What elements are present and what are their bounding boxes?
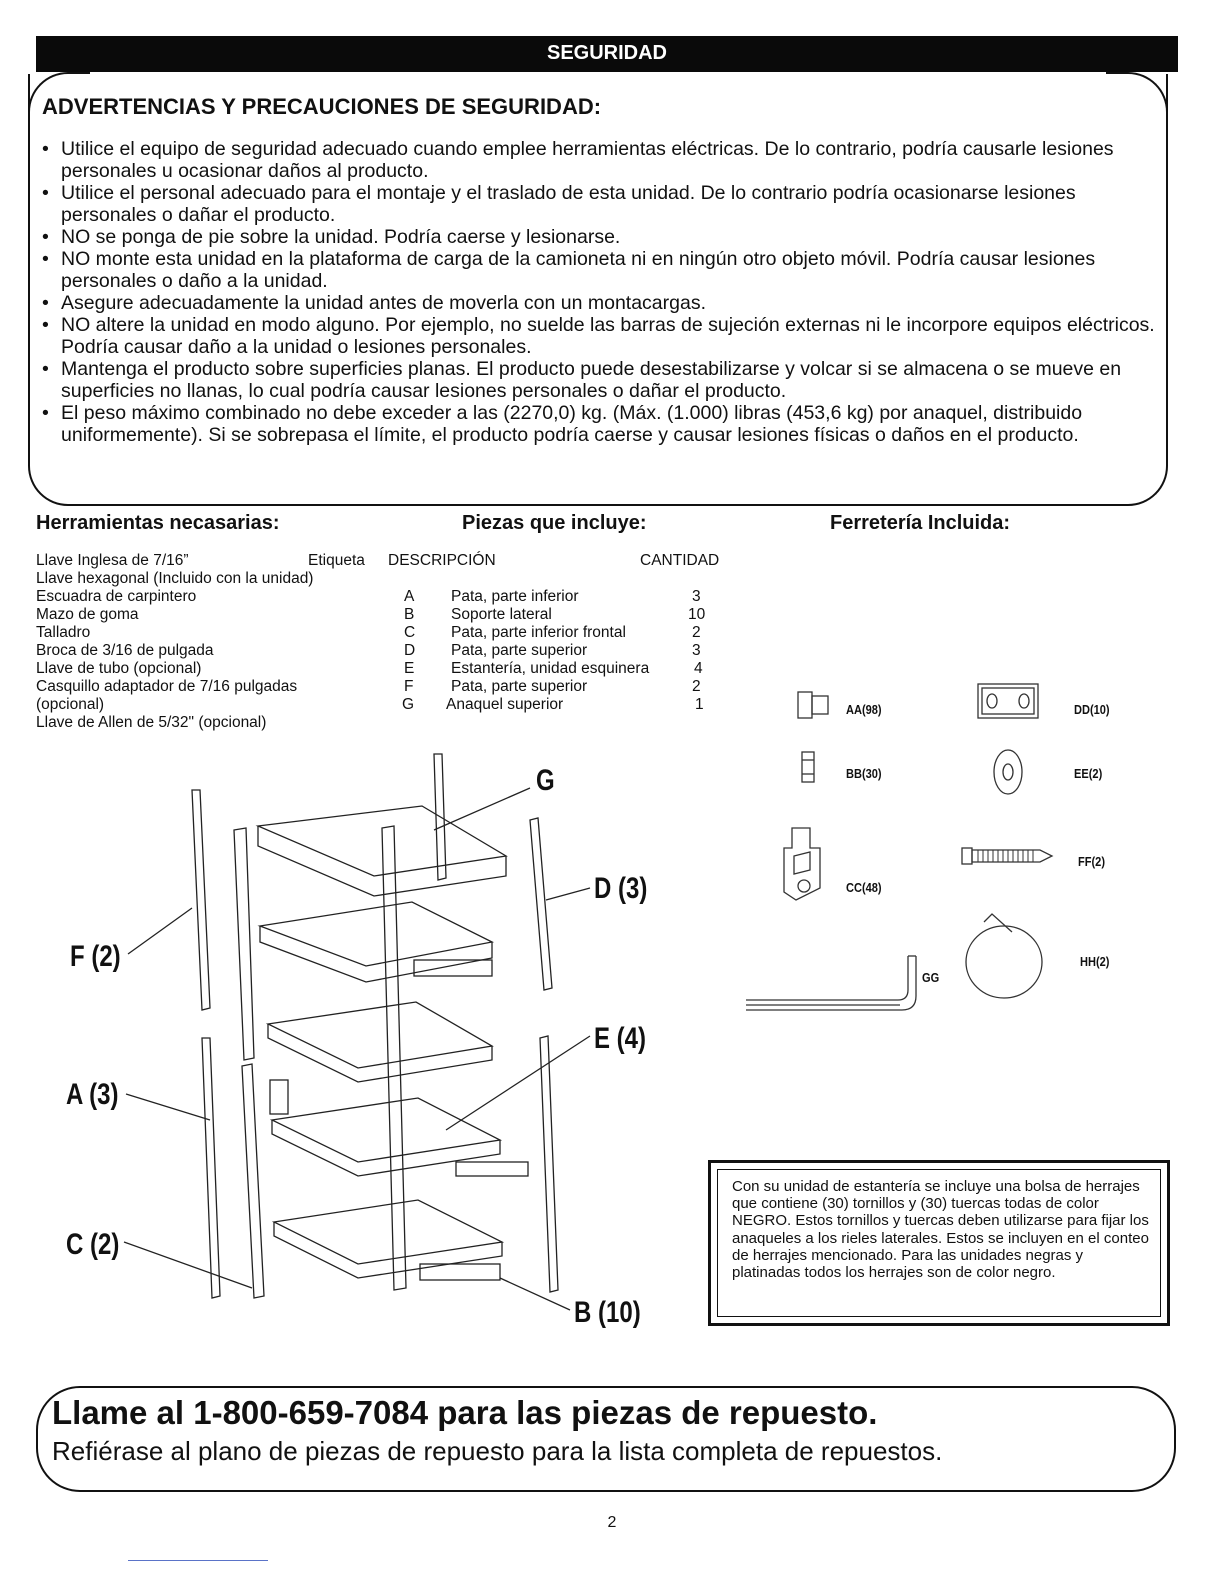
warning-item: • NO se ponga de pie sobre la unidad. Podría caerse y lesionarse. (42, 226, 1157, 248)
parts-heading: Piezas que incluye: (462, 512, 647, 534)
callout-a: A (3) (66, 1078, 119, 1111)
hardware-label: EE(2) (1074, 766, 1103, 781)
post-d-mid (382, 826, 406, 1290)
tool-item: Llave de tubo (opcional) (36, 660, 202, 677)
post-a-right (540, 1036, 558, 1292)
part-desc: Pata, parte superior (451, 678, 588, 695)
post-d-right (530, 818, 552, 990)
leader-d (546, 888, 590, 900)
warning-item: • El peso máximo combinado no debe exceder a las (2270,0) kg. (Máx. (1.000) libras (453,6 kg) por anaquel, distribuido uniformemente). Si se sobrepasa el límite, el producto podría caerse y causar lesiones físicas o daños en el producto. (42, 402, 1157, 446)
hardware-label: FF(2) (1078, 854, 1106, 869)
tool-item: Talladro (36, 624, 91, 641)
footer-line (128, 1560, 268, 1561)
exploded-shelving-drawing (60, 748, 680, 1348)
bolt-aa-icon (798, 692, 828, 718)
shelf-e4 (274, 1200, 502, 1278)
part-desc: Anaquel superior (446, 696, 564, 713)
part-qty: 1 (695, 696, 704, 713)
part-desc: Pata, parte inferior (451, 588, 579, 605)
hardware-label: AA(98) (846, 702, 882, 717)
post-a-left (202, 1038, 220, 1298)
part-qty: 4 (694, 660, 703, 677)
replacement-parts-title: Llame al 1-800-659-7084 para las piezas de repuesto. (52, 1394, 878, 1431)
warning-item: • NO monte esta unidad en la plataforma de carga de la camioneta ni en ningún otro objeto móvil. Podría causar lesiones personales o daño a la unidad. (42, 248, 1157, 292)
warning-item: • Mantenga el producto sobre superficies planas. El producto puede desestabilizarse y volcar si se almacena o se mueve en superficies no llanas, lo cual podría causar lesiones personales o dañar el producto. (42, 358, 1157, 402)
part-desc: Soporte lateral (451, 606, 552, 623)
hardware-label: GG (922, 970, 940, 985)
part-label: B (404, 606, 415, 623)
hex-key-gg-icon (746, 956, 916, 1010)
leader-g (434, 788, 530, 830)
tool-item: Escuadra de carpintero (36, 588, 197, 605)
part-qty: 3 (692, 642, 701, 659)
part-qty: 3 (692, 588, 701, 605)
leader-a (126, 1094, 210, 1120)
page-number: 2 (607, 1514, 617, 1531)
strap-hh-icon (966, 914, 1042, 998)
part-desc: Pata, parte superior (451, 642, 588, 659)
screw-ff-icon (962, 848, 1052, 864)
callout-e: E (4) (594, 1022, 647, 1055)
part-label: F (404, 678, 414, 695)
part-qty: 2 (692, 678, 701, 695)
plate-dd-icon (978, 684, 1038, 718)
part-qty: 10 (688, 606, 706, 623)
warning-item: • Asegure adecuadamente la unidad antes de moverla con un montacargas. (42, 292, 1157, 314)
leader-c (124, 1242, 252, 1288)
tools-heading: Herramientas necasarias: (36, 512, 280, 534)
hardware-label: CC(48) (846, 880, 882, 895)
tool-item: Llave de Allen de 5/32" (opcional) (36, 714, 267, 731)
warning-item: • Utilice el personal adecuado para el montaje y el traslado de esta unidad. De lo contrario podría ocasionarse lesiones personales o dañar el producto. (42, 182, 1157, 226)
tool-item: Llave Inglesa de 7/16” (36, 552, 189, 569)
tools-list (36, 552, 313, 732)
tool-item: Llave hexagonal (Incluido con la unidad) (36, 570, 314, 587)
tool-item: (opcional) (36, 696, 105, 713)
hardware-label: HH(2) (1080, 954, 1110, 969)
tool-item: Broca de 3/16 de pulgada (36, 642, 214, 659)
post-f-left (192, 790, 210, 1010)
warnings-list (42, 138, 1157, 446)
post-f-mid (234, 828, 254, 1060)
hardware-illustrations (740, 670, 1180, 1030)
part-label: A (404, 588, 415, 605)
part-label: E (404, 660, 415, 677)
replacement-parts-subtitle: Refiérase al plano de piezas de repuesto para la lista completa de repuestos. (52, 1436, 943, 1466)
callout-g: G (536, 764, 555, 797)
callout-b: B (10) (574, 1296, 641, 1329)
warning-item: • NO altere la unidad en modo alguno. Por ejemplo, no suelde las barras de sujeción externas ni le incorpore equipos eléctricos. Podría causar daño a la unidad o lesiones personales. (42, 314, 1157, 358)
tool-item: Mazo de goma (36, 606, 139, 623)
parts-col-label: Etiqueta (308, 552, 365, 569)
part-label: C (404, 624, 416, 641)
washer-ee-icon (994, 750, 1022, 794)
part-desc: Estantería, unidad esquinera (451, 660, 650, 677)
part-qty: 2 (692, 624, 701, 641)
leader-f (128, 908, 192, 954)
parts-col-qty: CANTIDAD (640, 552, 720, 569)
hardware-label: DD(10) (1074, 702, 1110, 717)
hardware-heading: Ferretería Incluida: (830, 512, 1011, 534)
clip-cc-icon (784, 828, 820, 900)
callout-d: D (3) (594, 872, 648, 905)
hardware-note-text: Con su unidad de estantería se incluye una bolsa de herrajes que contiene (30) tornillos y (30) tuercas todas de color NEGRO. Estos tornillos y tuercas deben utilizarse para fijar los anaqueles a los rieles laterales. Estos se incluyen en el conteo de herrajes mencionado. Para las unidades negras y platinadas todos los herrajes son de color negro. (732, 1178, 1149, 1282)
parts-col-desc: DESCRIPCIÓN (388, 552, 496, 569)
part-label: D (404, 642, 416, 659)
part-label: G (402, 696, 415, 713)
warning-item: • Utilice el equipo de seguridad adecuado cuando emplee herramientas eléctricas. De lo contrario, podría causarle lesiones personales u ocasionar daños al producto. (42, 138, 1157, 182)
callout-c: C (2) (66, 1228, 120, 1261)
section-header: SEGURIDAD (36, 36, 1178, 72)
shelf-e2 (268, 1002, 492, 1082)
post-c-front (242, 1064, 264, 1298)
leader-b (500, 1278, 570, 1310)
hardware-label: BB(30) (846, 766, 882, 781)
shelf-e3 (272, 1098, 500, 1176)
warnings-title: ADVERTENCIAS Y PRECAUCIONES DE SEGURIDAD: (42, 94, 602, 119)
tool-item: Casquillo adaptador de 7/16 pulgadas (36, 678, 298, 695)
shelf-e1 (260, 902, 492, 982)
nut-bb-icon (802, 752, 814, 782)
part-desc: Pata, parte inferior frontal (451, 624, 626, 641)
callout-f: F (2) (70, 940, 121, 973)
